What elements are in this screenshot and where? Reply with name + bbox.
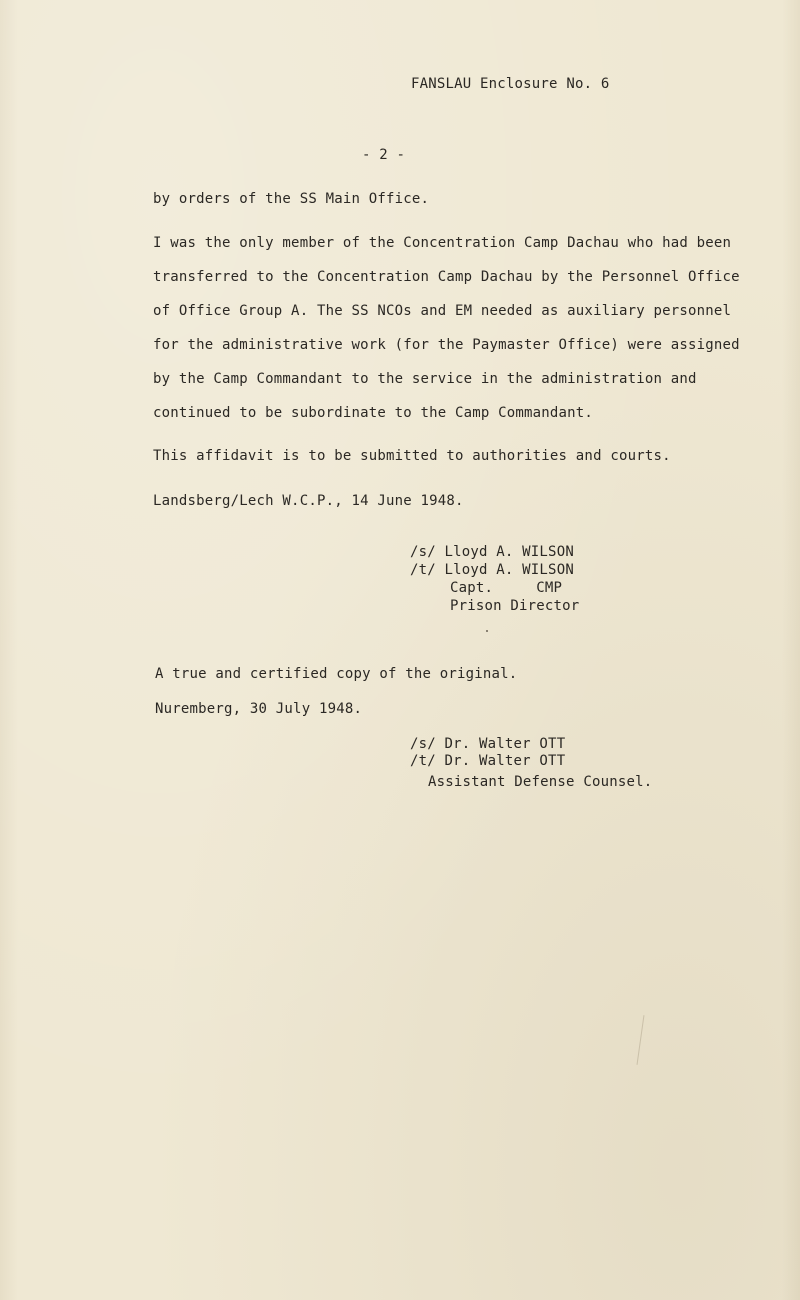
- counsel-title: Assistant Defense Counsel.: [428, 774, 653, 790]
- body-line-orders: by orders of the SS Main Office.: [153, 191, 430, 207]
- counsel-signature-signed: /s/ Dr. Walter OTT: [410, 736, 566, 752]
- paper-crease: [637, 1015, 645, 1065]
- place-date: Landsberg/Lech W.C.P., 14 June 1948.: [153, 493, 464, 509]
- signature-title: Prison Director: [450, 598, 580, 614]
- signature-rank: Capt. CMP: [450, 580, 563, 596]
- certification-place-date: Nuremberg, 30 July 1948.: [155, 701, 363, 717]
- signature-typed: /t/ Lloyd A. WILSON: [410, 562, 574, 578]
- ink-speck: [486, 630, 488, 632]
- affidavit-statement: This affidavit is to be submitted to authorities and courts.: [153, 448, 671, 464]
- page-number: - 2 -: [362, 147, 406, 163]
- body-paragraph-line: for the administrative work (for the Paymaster Office) were assigned: [153, 337, 740, 353]
- certification-statement: A true and certified copy of the original.: [155, 666, 518, 682]
- body-paragraph-line: continued to be subordinate to the Camp Commandant.: [153, 405, 594, 421]
- enclosure-header: FANSLAU Enclosure No. 6: [411, 76, 610, 92]
- signature-signed: /s/ Lloyd A. WILSON: [410, 544, 574, 560]
- body-paragraph-line: I was the only member of the Concentration Camp Dachau who had been: [153, 235, 732, 251]
- body-paragraph-line: transferred to the Concentration Camp Dachau by the Personnel Office: [153, 269, 740, 285]
- body-paragraph-line: of Office Group A. The SS NCOs and EM needed as auxiliary personnel: [153, 303, 732, 319]
- counsel-signature-typed: /t/ Dr. Walter OTT: [410, 753, 566, 769]
- body-paragraph-line: by the Camp Commandant to the service in the administration and: [153, 371, 697, 387]
